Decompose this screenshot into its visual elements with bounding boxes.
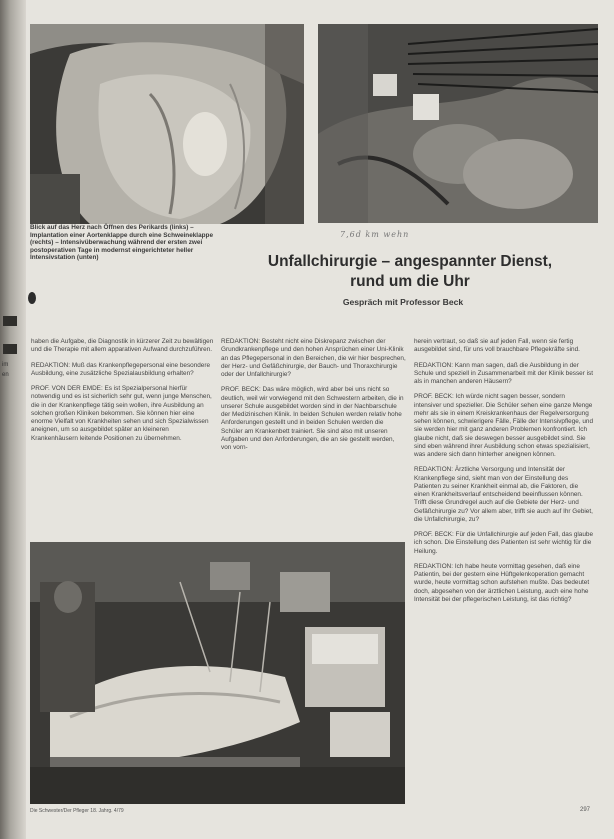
footer-publication: Die Schwester/Der Pfleger 18. Jahrg. 4/79 [30, 808, 124, 814]
edge-mark [3, 344, 17, 354]
photo-icu-lines [318, 24, 598, 223]
bullet-mark [28, 292, 36, 304]
handwritten-note: 7,6d km wehn [340, 230, 410, 239]
paragraph: REDAKTION: Ich habe heute vormittag gesehen, daß eine Patientin, bei der gestern eine Hüftgelenkoperation gemacht wurde, heute vormittag schon aufstehen mußte. Das bedeutet doch, abgesehen von der ärztlichen Leistung, auch eine hohe Intensität bei der pflegerischen Leistung, ist das richtig? [414, 562, 590, 603]
paragraph: REDAKTION: Ärztliche Versorgung und Intensität der Krankenpflege sind, sieht man von der Einstellung des Patienten zu seiner Krankheit einmal ab, die Faktoren, die einen Krankheitsverlauf entscheidend beeinflussen können. Trifft diese Grundregel auch auf die Gebiete der Herz- und Gefäßchirurgie zu? Vor allem aber, trifft sie auch auf Ihr Gebiet, die Unfallchirurgie, zu? [414, 466, 593, 523]
edge-text: en [2, 372, 9, 378]
subheadline: Gespräch mit Professor Beck [342, 297, 464, 307]
paragraph: PROF. BECK: Für die Unfallchirurgie auf jeden Fall, das glaube ich schon. Die Einstellung des Patienten ist sehr wichtig für die Heilung. [414, 531, 594, 555]
previous-page-edge [0, 0, 26, 839]
paragraph: REDAKTION: Besteht nicht eine Diskrepanz zwischen der Grundkrankenpflege und den hohen Ansprüchen einer Uni-Klinik an das Pflegepersonal in den Bereichen, die wir hier besprechen, der Herz- und Gefäßchirurgie, der Bauch- und Thoraxchirurgie oder der Unfallchirurgie? [221, 338, 406, 378]
paragraph: PROF. BECK: Ich würde nicht sagen besser, sondern intensiver und spezieller. Die Schüler sehen eine ganze Menge mehr als sie in einem Kreiskrankenhaus der Regelversorgung sehen können, schwierigere Fälle, Fälle der Intensivpflege, und sie werden hier mit ganz anderen Problemen konfrontiert. Ich glaube nicht, daß sie deswegen besser ausgebildet sind. Sie sind eben während ihrer Ausbildung schon etwas spezialisiert, was andere sich dann hinterher aneignen können. [414, 393, 594, 458]
headline [238, 252, 582, 292]
text-column-1 [31, 338, 216, 450]
photo-icu-bed [30, 542, 405, 804]
edge-text: im [2, 362, 9, 368]
headline-line-1: Unfallchirurgie – angespannter Dienst, [267, 253, 553, 270]
paragraph: haben die Aufgabe, die Diagnostik in kürzerer Zeit zu bewältigen und die Therapie mit allem apparativen Aufwand durchzuführen. [31, 338, 214, 354]
edge-mark [3, 316, 17, 326]
text-column-3 [414, 338, 594, 611]
paragraph: PROF. VON DER EMDE: Es ist Spezialpersonal hierfür notwendig und es ist sicherlich sehr gut, wenn junge Menschen, die in der Krankenpflege tätig sein wollen, ihre Ausbildung an solchen großen Kliniken bekommen. Sie können hier eine enorme Vielfalt von Krankheiten sehen und sich Spezialwissen aneignen, um so ausgebildet später an kleineren Krankenhäusern leitende Positionen zu übernehmen. [31, 385, 212, 442]
paragraph: REDAKTION: Kann man sagen, daß die Ausbildung in der Schule und speziell in Zusammenarbeit mit der Klinik besser ist als in manchen anderen Häusern? [414, 361, 594, 385]
headline-line-2: rund um die Uhr [350, 273, 470, 290]
paragraph: REDAKTION: Muß das Krankenpflegepersonal eine besondere Ausbildung, eine zusätzliche Spezialausbildung erhalten? [31, 361, 211, 377]
text-column-2 [221, 338, 406, 459]
photo-heart [30, 24, 304, 224]
photo-caption: Blick auf das Herz nach Öffnen des Perikards (links) – Implantation einer Aortenklappe durch eine Schweineklappe (rechts) – Intensivüberwachung während der ersten zwei postoperativen Tage in modernst eingerichteter heller Intensivstation (unten) [30, 224, 214, 262]
page-number: 297 [580, 807, 591, 813]
paragraph: herein vertraut, so daß sie auf jeden Fall, wenn sie fertig ausgebildet sind, für uns voll brauchbare Pflegekräfte sind. [414, 338, 580, 354]
paragraph: PROF. BECK: Das wäre möglich, wird aber bei uns nicht so deutlich, weil wir vorwiegend mit den Schwestern arbeiten, die in unserer Schule ausgebildet worden sind in der Nachbarschule der Medizinischen Klinik. In beiden Schulen werden relativ hohe Anforderungen gestellt und in beiden Schulen werden die Schüler am Krankenbett trainiert. Sie sind also mit unseren Aufgaben und den Anforderungen, die an sie gestellt werden, von vorn- [221, 386, 404, 451]
